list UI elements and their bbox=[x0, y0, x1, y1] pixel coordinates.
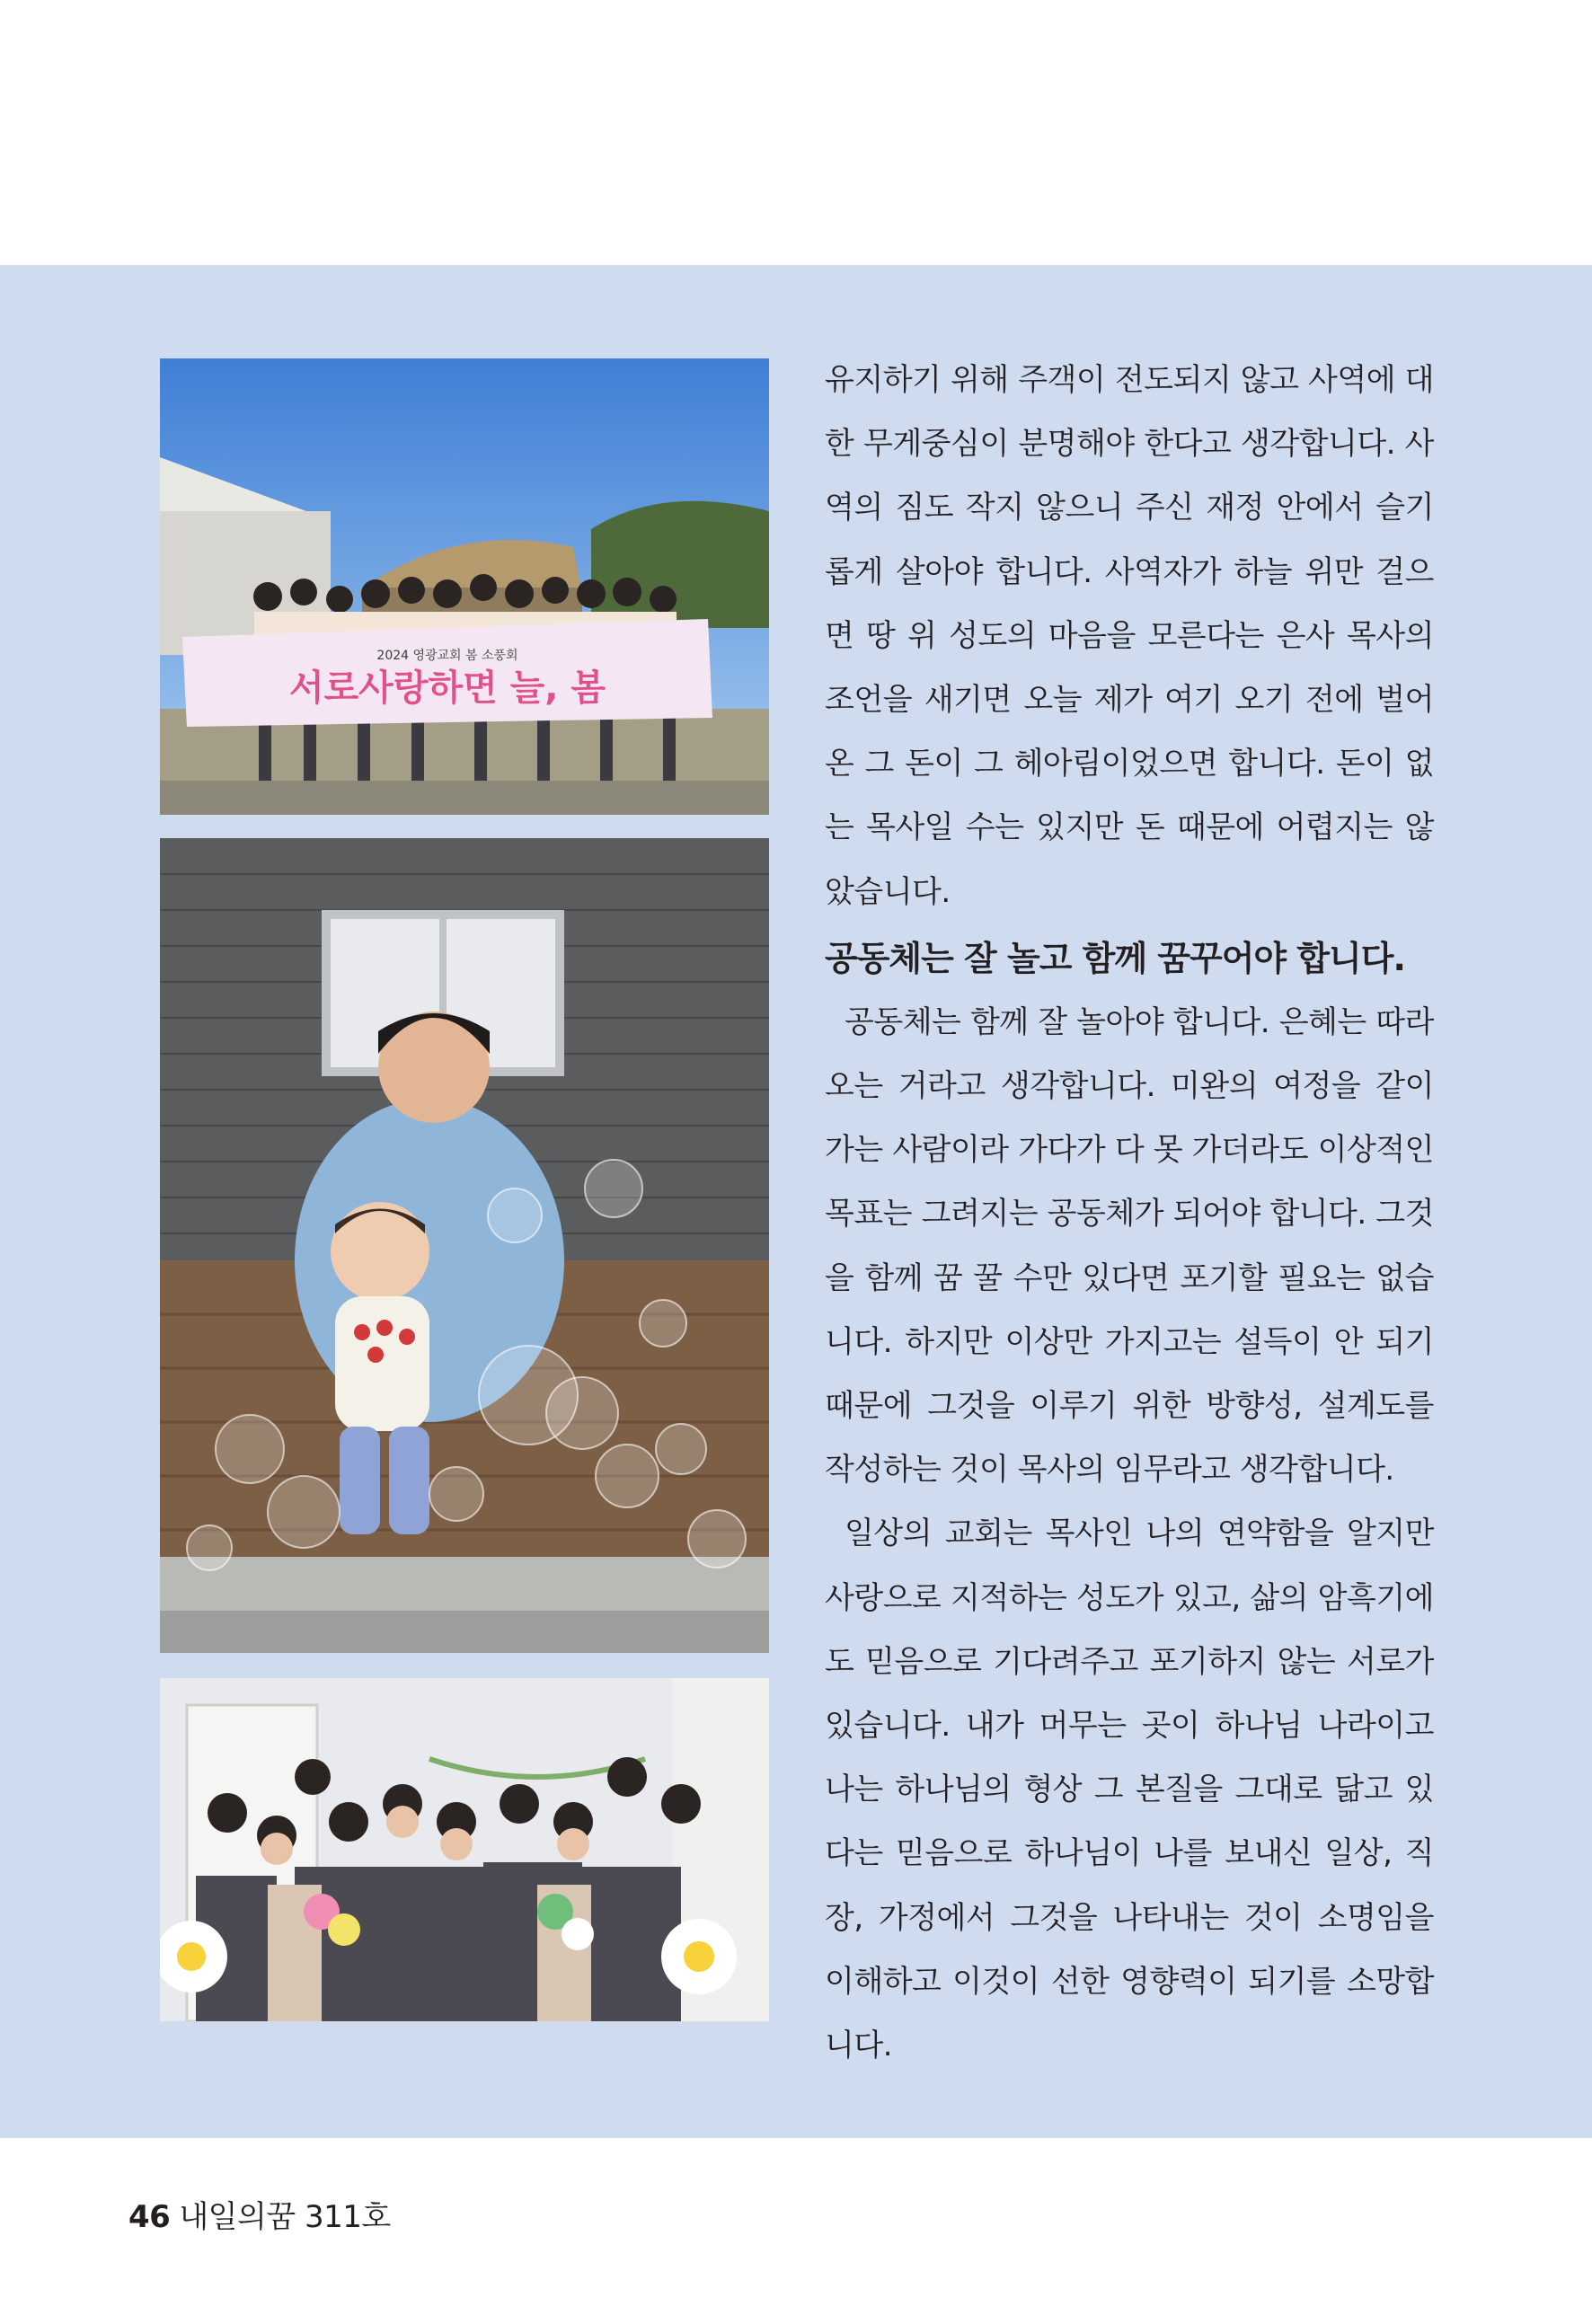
paragraph-2: 공동체는 함께 잘 놀아야 합니다. 은혜는 따라오는 거라고 생각합니다. 미완의 여정을 같이 가는 사람이라 가다가 다 못 가더라도 이상적인 목표는 그려지는 공동체가 되어야 합니다. 그것을 함께 꿈 꿀 수만 있다면 포기할 필요는 없습니다. 하지만 이상만 가지고는 설득이 안 되기 때문에 그것을 이루기 위한 방향성, 설계도를 작성하는 것이 목사의 임무라고 생각합니다. bbox=[825, 1003, 1435, 1489]
section-heading: 공동체는 잘 놀고 함께 꿈꾸어야 합니다. bbox=[825, 938, 1405, 978]
banner-subtitle: 2024 영광교회 봄 소풍회 bbox=[376, 649, 518, 663]
article-text bbox=[825, 349, 1434, 2078]
group-banner-photo bbox=[160, 358, 769, 815]
publication-name: 내일의꿈 311호 bbox=[179, 2199, 391, 2235]
paragraph-3: 일상의 교회는 목사인 나의 연약함을 알지만 사랑으로 지적하는 성도가 있고, 삶의 암흑기에도 믿음으로 기다려주고 포기하지 않는 서로가 있습니다. 내가 머무는 곳이 하나님 나라이고 나는 하나님의 형상 그 본질을 그대로 닮고 있다는 믿음으로 하나님이 나를 보내신 일상, 직장, 가정에서 그것을 나타내는 것이 소명임을 이해하고 이것이 선한 영향력이 되기를 소망합니다. bbox=[825, 1515, 1434, 2064]
indoor-group-photo bbox=[160, 1678, 769, 2021]
paragraph-1: 유지하기 위해 주객이 전도되지 않고 사역에 대한 무게중심이 분명해야 한다고 생각합니다. 사역의 짐도 작지 않으니 주신 재정 안에서 슬기롭게 살아야 합니다. 사역자가 하늘 위만 걸으면 땅 위 성도의 마음을 모른다는 은사 목사의 조언을 새기면 오늘 제가 여기 오기 전에 벌어 온 그 돈이 그 헤아림이었으면 합니다. 돈이 없는 목사일 수는 있지만 돈 때문에 어렵지는 않았습니다. bbox=[825, 362, 1434, 910]
page-footer bbox=[128, 2192, 391, 2236]
banner-title: 서로사랑하면 늘, 봄 bbox=[288, 667, 606, 709]
page-number: 46 bbox=[128, 2199, 171, 2235]
father-child-bubbles-photo bbox=[160, 838, 769, 1653]
